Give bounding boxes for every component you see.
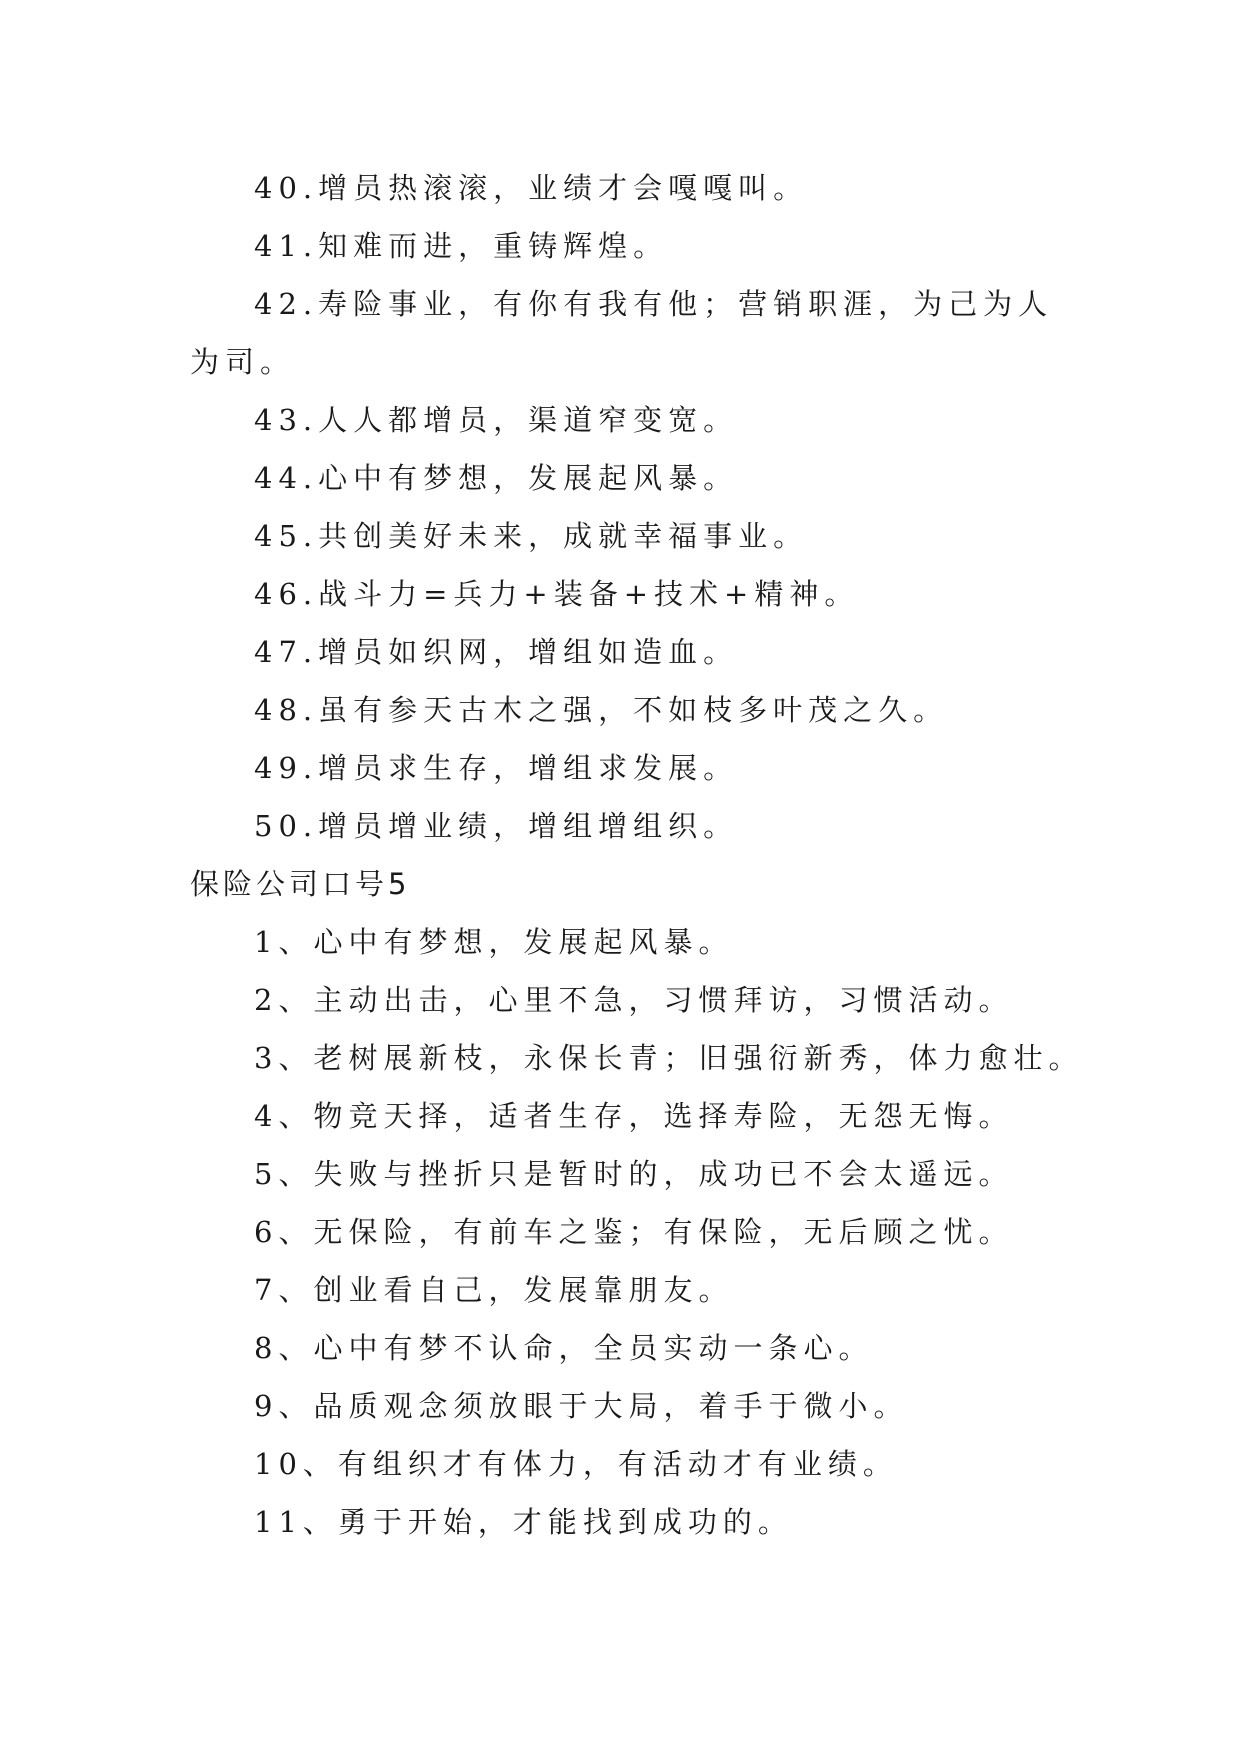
slogan-line: 45.共创美好未来，成就幸福事业。 [254, 519, 809, 553]
slogan-line: 1、心中有梦想，发展起风暴。 [254, 925, 734, 959]
slogan-line: 3、老树展新枝，永保长青；旧强衍新秀，体力愈壮。 [254, 1041, 1084, 1075]
slogan-line: 5、失败与挫折只是暂时的，成功已不会太遥远。 [254, 1157, 1014, 1191]
slogan-line: 11、勇于开始，才能找到成功的。 [254, 1505, 793, 1539]
slogan-line: 10、有组织才有体力，有活动才有业绩。 [254, 1447, 898, 1481]
slogan-line: 2、主动出击，心里不急，习惯拜访，习惯活动。 [254, 983, 1014, 1017]
slogan-line: 49.增员求生存，增组求发展。 [254, 751, 739, 785]
slogan-line: 50.增员增业绩，增组增组织。 [254, 809, 739, 843]
slogan-line: 43.人人都增员，渠道窄变宽。 [254, 403, 739, 437]
slogan-line: 47.增员如织网，增组如造血。 [254, 635, 739, 669]
section-heading: 保险公司口号5 [190, 867, 411, 901]
slogan-line: 44.心中有梦想，发展起风暴。 [254, 461, 739, 495]
slogan-line: 48.虽有参天古木之强，不如枝多叶茂之久。 [254, 693, 949, 727]
slogan-line: 9、品质观念须放眼于大局，着手于微小。 [254, 1389, 909, 1423]
slogan-line: 7、创业看自己，发展靠朋友。 [254, 1273, 734, 1307]
slogan-line: 4、物竞天择，适者生存，选择寿险，无怨无悔。 [254, 1099, 1014, 1133]
slogan-line: 40.增员热滚滚，业绩才会嘎嘎叫。 [254, 171, 809, 205]
slogan-line-wrapped: 42.寿险事业，有你有我有他；营销职涯，为己为人为司。 [190, 287, 1054, 379]
slogan-line: 41.知难而进，重铸辉煌。 [254, 229, 669, 263]
slogan-line: 8、心中有梦不认命，全员实动一条心。 [254, 1331, 874, 1365]
document-body [190, 159, 1084, 1551]
slogan-line: 46.战斗力=兵力+装备+技术+精神。 [254, 577, 860, 611]
slogan-line: 6、无保险，有前车之鉴；有保险，无后顾之忧。 [254, 1215, 1014, 1249]
